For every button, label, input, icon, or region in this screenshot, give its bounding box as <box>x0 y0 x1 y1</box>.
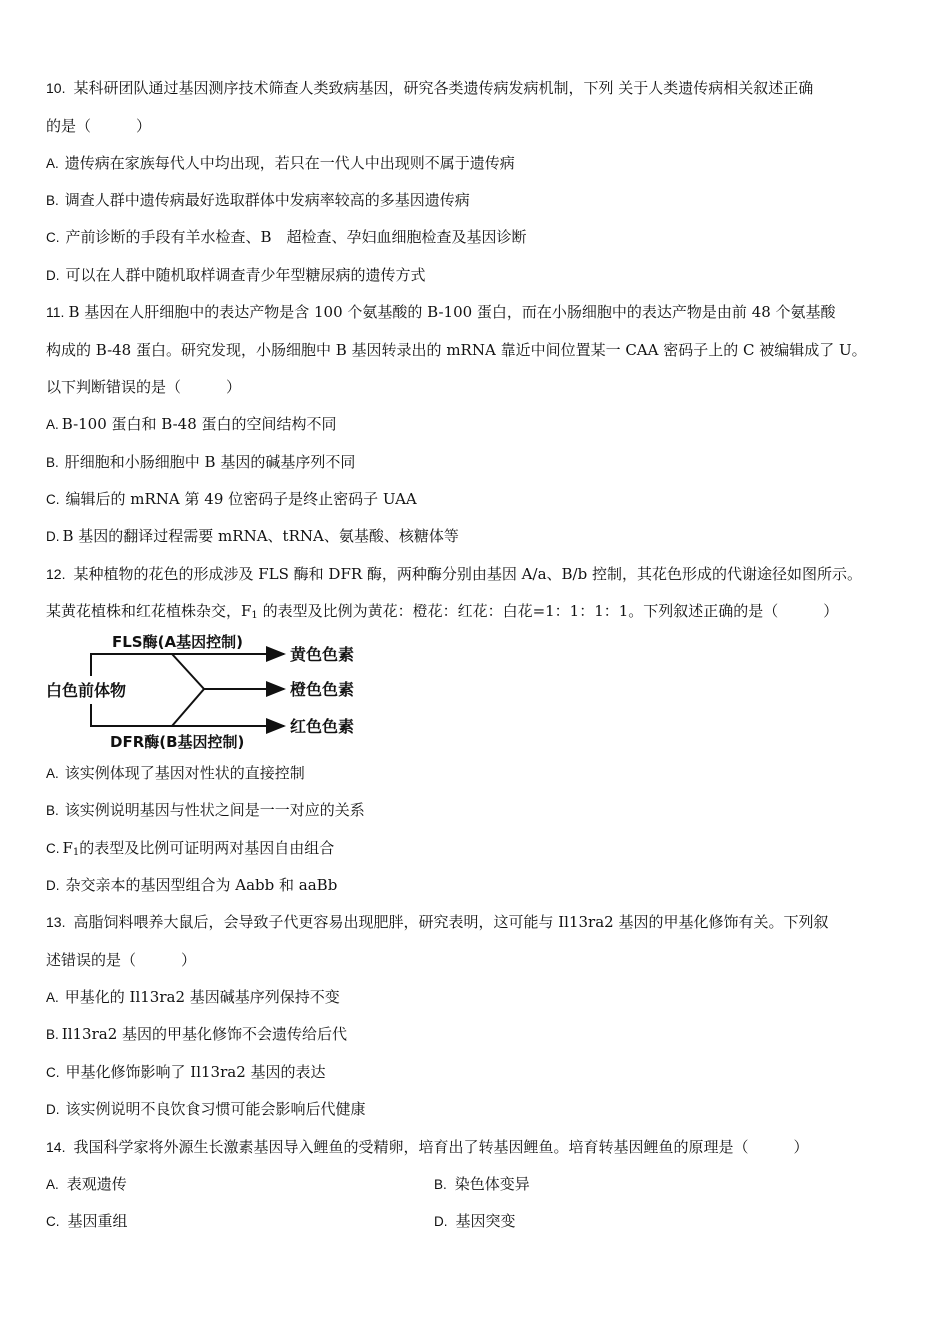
q11-option-d[interactable] <box>46 526 459 547</box>
fls-enzyme-label: FLS酶(A基因控制) <box>112 633 243 651</box>
option-text: 肝细胞和小肠细胞中 B 基因的碱基序列不同 <box>64 453 356 471</box>
q12-stem-line-2 <box>46 601 838 626</box>
option-label: B. <box>46 193 59 208</box>
option-label: A. <box>46 766 59 781</box>
option-label: A. <box>46 1177 59 1192</box>
q14-number: 14. <box>46 1139 66 1155</box>
q11-option-a[interactable] <box>46 414 337 435</box>
option-text: 该实例说明不良饮食习惯可能会影响后代健康 <box>65 1100 366 1118</box>
option-label: C. <box>46 841 60 856</box>
option-label: C. <box>46 492 60 507</box>
q14-option-a[interactable] <box>46 1174 127 1195</box>
q11-stem-text: B 基因在人肝细胞中的表达产物是含 100 个氨基酸的 B-100 蛋白，而在小肠细胞中的表达产物是由前 48 个氨基酸 <box>68 303 836 321</box>
q10-option-c[interactable] <box>46 227 527 248</box>
q12-stem-text: 某黄花植株和红花植株杂交，F <box>46 602 252 620</box>
red-pigment-label: 红色色素 <box>290 717 355 736</box>
option-text: 甲基化修饰影响了 Il13ra2 基因的表达 <box>65 1063 326 1081</box>
option-text: 产前诊断的手段有羊水检查、B 超检查、孕妇血细胞检查及基因诊断 <box>65 228 527 246</box>
q12-option-c[interactable] <box>46 838 334 863</box>
q11-option-c[interactable] <box>46 489 417 510</box>
option-label: C. <box>46 230 60 245</box>
q13-option-b[interactable] <box>46 1024 347 1045</box>
q14-stem-line-1 <box>46 1137 808 1157</box>
q13-option-a[interactable] <box>46 987 340 1008</box>
q13-stem-text: 高脂饲料喂养大鼠后，会导致子代更容易出现肥胖，研究表明，这可能与 Il13ra2 基因的甲基化修饰有关。下列叙 <box>73 913 829 931</box>
option-text: F <box>62 839 73 857</box>
option-text: 该实例体现了基因对性状的直接控制 <box>64 764 305 782</box>
option-label: B. <box>46 455 59 470</box>
option-label: D. <box>434 1214 448 1229</box>
option-text-subscript: 1 <box>72 847 80 858</box>
diagram-source-label: 白色前体物 <box>46 681 127 700</box>
option-label: D. <box>46 268 60 283</box>
merge-lines <box>172 654 204 726</box>
option-label: C. <box>46 1065 60 1080</box>
q11-stem-line-1 <box>46 302 836 322</box>
q13-stem-line-2: 述错误的是（ ） <box>46 951 197 969</box>
orange-pigment-label: 橙色色素 <box>290 680 355 699</box>
option-text: B 基因的翻译过程需要 mRNA、tRNA、氨基酸、核糖体等 <box>62 527 459 545</box>
q13-number: 13. <box>46 914 66 930</box>
q14-option-d[interactable] <box>434 1211 516 1232</box>
option-text: 基因重组 <box>67 1212 128 1230</box>
option-label: B. <box>46 1027 59 1042</box>
yellow-pigment-label: 黄色色素 <box>290 645 355 664</box>
q12-stem-subscript: 1 <box>251 610 258 621</box>
option-label: A. <box>46 417 59 432</box>
q12-stem-text-tail: 的表型及比例为黄花：橙花：红花：白花=1：1：1：1。下列叙述正确的是（ ） <box>257 602 839 620</box>
q11-stem-line-3: 以下判断错误的是（ ） <box>46 378 242 396</box>
q11-option-b[interactable] <box>46 452 355 473</box>
q14-option-b[interactable] <box>434 1174 530 1195</box>
option-label: A. <box>46 990 59 1005</box>
q12-option-a[interactable] <box>46 763 305 784</box>
q10-option-a[interactable] <box>46 153 515 174</box>
option-label: D. <box>46 529 60 544</box>
option-text: 调查人群中遗传病最好选取群体中发病率较高的多基因遗传病 <box>64 191 470 209</box>
q13-option-c[interactable] <box>46 1062 326 1083</box>
q10-option-d[interactable] <box>46 265 426 286</box>
q11-number: 11. <box>46 304 65 320</box>
q14-option-c[interactable] <box>46 1211 128 1232</box>
option-text: 遗传病在家族每代人中均出现，若只在一代人中出现则不属于遗传病 <box>64 154 515 172</box>
option-label: B. <box>434 1177 447 1192</box>
q12-number: 12. <box>46 566 66 582</box>
q11-stem-line-2: 构成的 B-48 蛋白。研究发现，小肠细胞中 B 基因转录出的 mRNA 靠近中间位置某一 CAA 密码子上的 C 被编辑成了 U。 <box>46 341 867 359</box>
q10-stem-line-2: 的是（ ） <box>46 117 152 135</box>
q10-option-b[interactable] <box>46 190 470 211</box>
metabolic-pathway-diagram <box>44 628 374 754</box>
option-text: B-100 蛋白和 B-48 蛋白的空间结构不同 <box>61 415 337 433</box>
q12-option-b[interactable] <box>46 800 365 821</box>
top-pathway-arrow <box>91 654 284 676</box>
option-label: A. <box>46 156 59 171</box>
q12-stem-line-1 <box>46 564 862 584</box>
option-label: D. <box>46 878 60 893</box>
q10-stem-line-1 <box>46 78 813 98</box>
option-text: 甲基化的 Il13ra2 基因碱基序列保持不变 <box>64 988 340 1006</box>
q12-option-d[interactable] <box>46 875 337 896</box>
option-label: D. <box>46 1102 60 1117</box>
q12-stem-text: 某种植物的花色的形成涉及 FLS 酶和 DFR 酶，两种酶分别由基因 A/a、B/b 控制，其花色形成的代谢途径如图所示。 <box>73 565 862 583</box>
q10-number: 10. <box>46 80 66 96</box>
q10-stem-text: 某科研团队通过基因测序技术筛查人类致病基因，研究各类遗传病发病机制，下列 关于人类遗传病相关叙述正确 <box>73 79 814 97</box>
option-text: 可以在人群中随机取样调查青少年型糖尿病的遗传方式 <box>65 266 426 284</box>
dfr-enzyme-label: DFR酶(B基因控制) <box>110 733 245 751</box>
option-label: B. <box>46 803 59 818</box>
option-label: C. <box>46 1214 60 1229</box>
option-text: 表观遗传 <box>66 1175 127 1193</box>
option-text: 杂交亲本的基因型组合为 Aabb 和 aaBb <box>65 876 338 894</box>
option-text: 基因突变 <box>455 1212 516 1230</box>
option-text: 染色体变异 <box>454 1175 530 1193</box>
q13-stem-line-1 <box>46 912 828 932</box>
option-text: 该实例说明基因与性状之间是一一对应的关系 <box>64 801 365 819</box>
option-text: Il13ra2 基因的甲基化修饰不会遗传给后代 <box>61 1025 348 1043</box>
q13-option-d[interactable] <box>46 1099 366 1120</box>
option-text-tail: 的表型及比例可证明两对基因自由组合 <box>79 839 335 857</box>
option-text: 编辑后的 mRNA 第 49 位密码子是终止密码子 UAA <box>65 490 417 508</box>
q14-stem-text: 我国科学家将外源生长激素基因导入鲤鱼的受精卵，培育出了转基因鲤鱼。培育转基因鲤鱼的原理是（ ） <box>73 1138 809 1156</box>
